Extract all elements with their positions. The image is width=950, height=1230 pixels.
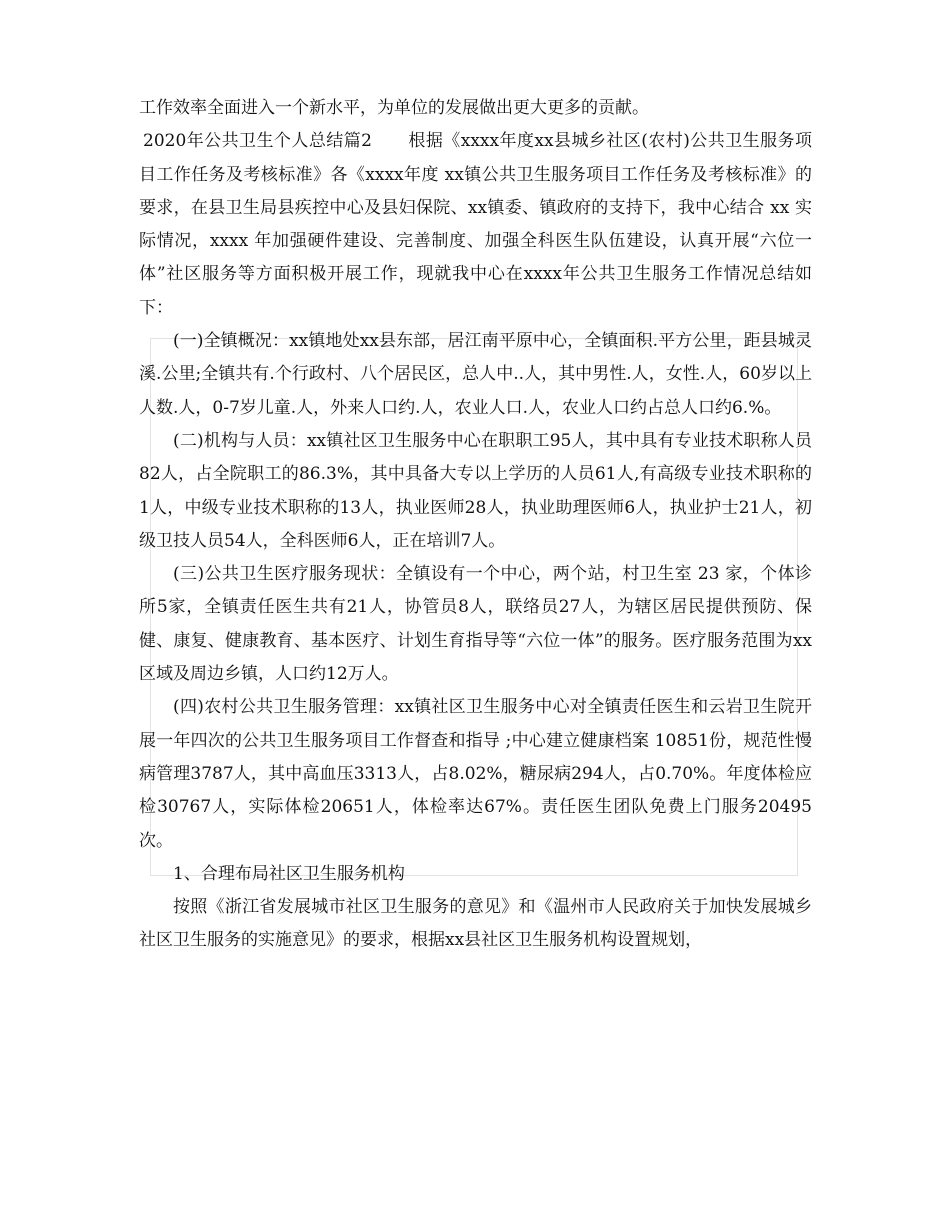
- section-heading: 2020年公共卫生个人总结篇2: [143, 131, 372, 152]
- paragraph-intro-tail: 工作效率全面进入一个新水平，为单位的发展做出更大更多的贡献。: [139, 98, 649, 118]
- paragraph-section-heading: [139, 125, 812, 325]
- paragraph-rural-management: (四)农村公共卫生服务管理：xx镇社区卫生服务中心对全镇责任医生和云岩卫生院开展一年四次的公共卫生服务项目工作督查和指导 ;中心建立健康档案 10851份，规范性慢病管理3787人，其中高血压3313人，占8.02%，糖尿病294人，占0.70%。年度体检应检30767人，实际体检20651人，体检率达67%。责任医生团队免费上门服务20495次。: [139, 697, 812, 851]
- paragraph-policy-basis: 按照《浙江省发展城市社区卫生服务的意见》和《温州市人民政府关于加快发展城乡社区卫生服务的实施意见》的要求，根据xx县社区卫生服务机构设置规划，: [139, 897, 812, 951]
- paragraph-service-status: (三)公共卫生医疗服务现状：全镇设有一个中心，两个站，村卫生室 23 家，个体诊所5家，全镇责任医生共有21人，协管员8人，联络员27人，为辖区居民提供预防、保健、康复、健康教育、基本医疗、计划生育指导等“六位一体”的服务。医疗服务范围为xx区域及周边乡镇，人口约12万人。: [139, 564, 812, 685]
- paragraph-overview-lead: 根据《xxxx年度xx县城乡社区(农村)公共卫生服务项目工作任务及考核标准》各《xxxx年度 xx镇公共卫生服务项目工作任务及考核标准》的要求，在县卫生局县疾控中心及县妇保院、xx镇委、镇政府的支持下，我中心结合 xx 实际情况，xxxx 年加强硬件建设、完善制度、加强全科医生队伍建设，认真开展“六位一体”社区服务等方面积极开展工作，现就我中心在xxxx年公共卫生服务工作情况总结如下：: [139, 131, 812, 318]
- paragraph-town-overview: (一)全镇概况：xx镇地处xx县东部，居江南平原中心，全镇面积.平方公里，距县城灵溪.公里;全镇共有.个行政村、八个居民区，总人中..人，其中男性.人，女性.人，60岁以上人数.人，0-7岁儿童.人，外来人口约.人，农业人口.人，农业人口约占总人口约6.%。: [139, 331, 812, 418]
- paragraph-staff: (二)机构与人员：xx镇社区卫生服务中心在职职工95人，其中具有专业技术职称人员82人，占全院职工的86.3%，其中具备大专以上学历的人员61人,有高级专业技术职称的1人，中级专业技术职称的13人，执业医师28人，执业助理医师6人，执业护士21人，初级卫技人员54人，全科医师6人，正在培训7人。: [139, 430, 812, 551]
- document-body: [139, 92, 812, 958]
- paragraph-subheading-layout: 1、合理布局社区卫生服务机构: [173, 863, 405, 884]
